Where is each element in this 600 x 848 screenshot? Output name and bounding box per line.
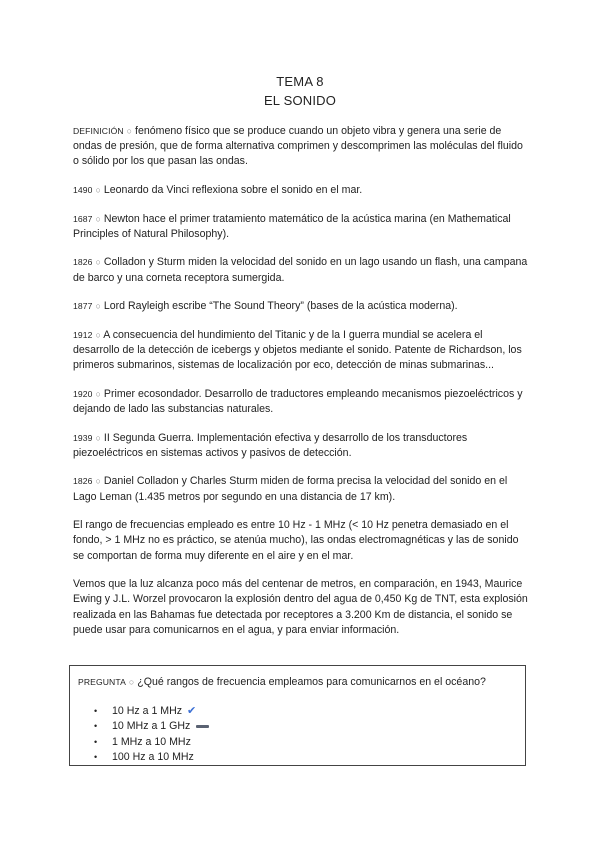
- separator-icon: ○: [95, 301, 101, 312]
- timeline-year: 1826: [73, 476, 93, 487]
- timeline-entry: [73, 474, 528, 504]
- separator-icon: ○: [95, 476, 101, 487]
- definition-text: fenómeno físico que se produce cuando un objeto vibra y genera una serie de ondas de presión, que de forma alternativa comprimen y descomprimen las moléculas del fluido o sólido por los que pasan las ondas.: [73, 125, 523, 168]
- timeline-entry: [73, 299, 528, 314]
- question-label: PREGUNTA: [78, 677, 126, 687]
- question-box: [69, 665, 526, 766]
- question-line: [78, 675, 517, 690]
- question-text: ¿Qué rangos de frecuencia empleamos para comunicarnos en el océano?: [137, 676, 486, 688]
- answer-text: 10 MHz a 1 GHz: [112, 720, 191, 733]
- answer-option: [112, 704, 517, 719]
- timeline-year: 1687: [73, 213, 93, 224]
- separator-icon: ○: [128, 677, 135, 687]
- document-body: [73, 124, 528, 651]
- page-subtitle: EL SONIDO: [263, 93, 337, 108]
- timeline-text: II Segunda Guerra. Implementación efectiva y desarrollo de los transductores piezoeléctricos en sistemas activos y pasivos de detección.: [73, 431, 468, 459]
- answer-text: 1 MHz a 10 MHz: [112, 735, 191, 748]
- timeline-text: Lord Rayleigh escribe “The Sound Theory” (bases de la acústica moderna).: [103, 300, 458, 313]
- answer-option: [112, 719, 517, 734]
- separator-icon: ○: [95, 329, 101, 340]
- timeline-entry: [73, 431, 528, 461]
- separator-icon: ○: [126, 126, 133, 136]
- timeline-entry: [73, 255, 528, 285]
- body-paragraph: Vemos que la luz alcanza poco más del centenar de metros, en comparación, en 1943, Maurice Ewing y J.L. Worzel provocaron la explosión dentro del agua de 0,450 Kg de TNT, esta explosión realizada en las Bahamas fue detectada por receptores a 3.200 Km de distancia, el sonido se puede usar para comunicarnos en el agua, y para enviar información.: [73, 578, 528, 636]
- timeline-text: Newton hace el primer tratamiento matemático de la acústica marina (en Mathematical Principles of Natural Philosophy).: [73, 212, 511, 240]
- answer-option: [112, 750, 517, 765]
- timeline-year: 1490: [73, 185, 93, 195]
- timeline-entry: [73, 328, 528, 374]
- timeline-text: Leonardo da Vinci reflexiona sobre el sonido en el mar.: [103, 184, 363, 196]
- page-title: TEMA 8: [276, 74, 324, 89]
- timeline-year: 1826: [73, 257, 93, 268]
- timeline-text: A consecuencia del hundimiento del Titanic y de la I guerra mundial se acelera el desarrollo de la detección de icebergs y objetos mediante el sonido. Patente de Richardson, los primeros submarinos, sistemas de localización por eco, detección de minas submarinas...: [73, 328, 522, 372]
- timeline-entry: [73, 183, 528, 198]
- timeline-entry: [73, 212, 528, 242]
- timeline-year: 1939: [73, 432, 93, 443]
- separator-icon: ○: [95, 213, 101, 224]
- separator-icon: ○: [95, 257, 101, 268]
- timeline-year: 1920: [73, 388, 93, 399]
- separator-icon: ○: [95, 432, 101, 443]
- timeline-entry: [73, 387, 528, 417]
- separator-icon: ○: [95, 388, 101, 399]
- answer-list: [78, 704, 517, 766]
- definition-label: DEFINICIÓN: [73, 126, 124, 136]
- checkmark-icon: ✔: [187, 705, 197, 717]
- body-paragraph: El rango de frecuencias empleado es entre 10 Hz - 1 MHz (< 10 Hz penetra demasiado en el fondo, > 1 MHz no es práctico, se atenúa mucho), las ondas electromagnéticas y las de sonido se comportan de forma muy diferente en el aire y en el mar.: [73, 519, 519, 562]
- minus-icon: [196, 725, 209, 728]
- title-block: [0, 72, 600, 110]
- answer-option: [112, 735, 517, 750]
- timeline-year: 1877: [73, 301, 93, 312]
- timeline-text: Colladon y Sturm miden la velocidad del sonido en un lago usando un flash, una campana de barco y una corneta receptora sumergida.: [73, 256, 528, 284]
- answer-text: 100 Hz a 10 MHz: [112, 751, 194, 764]
- timeline-text: Daniel Colladon y Charles Sturm miden de forma precisa la velocidad del sonido en el Lago Leman (1.435 metros por segundo en una distancia de 17 km).: [73, 475, 508, 503]
- timeline-text: Primer ecosondador. Desarrollo de traductores empleando mecanismos piezoeléctricos y dejando de lado las substancias naturales.: [73, 387, 523, 415]
- separator-icon: ○: [95, 185, 101, 195]
- timeline-year: 1912: [73, 329, 93, 340]
- answer-text: 10 Hz a 1 MHz: [112, 705, 183, 717]
- definition-paragraph: [73, 124, 528, 170]
